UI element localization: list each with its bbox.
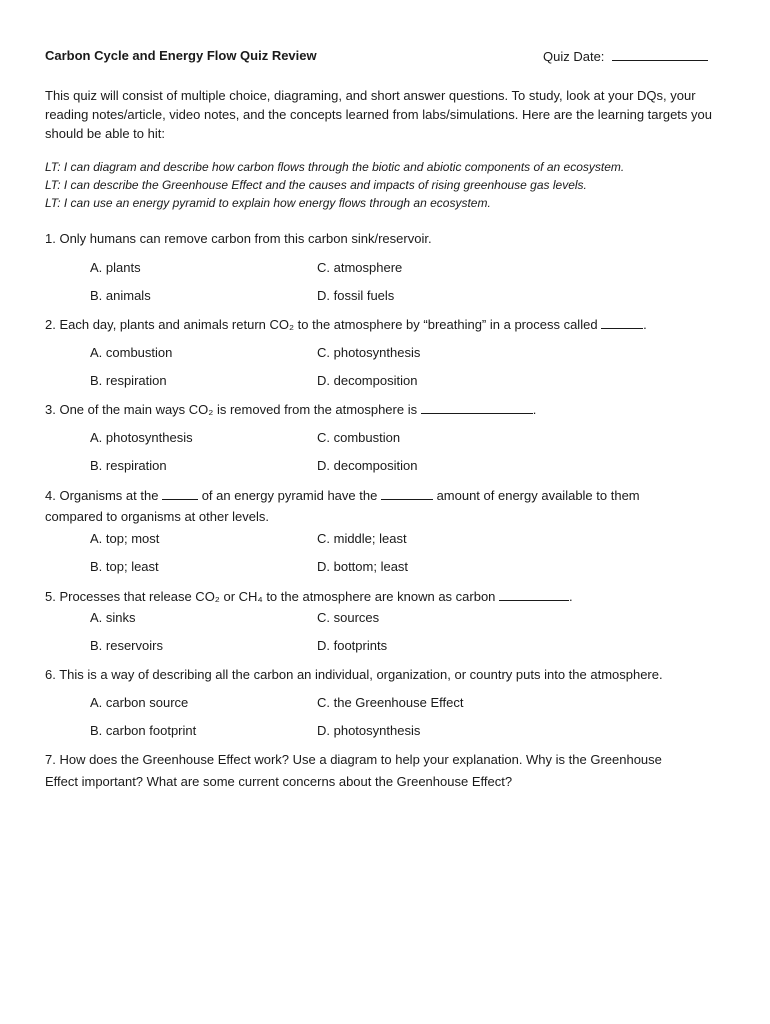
learning-target: LT: I can diagram and describe how carbon flows through the biotic and abiotic components of an ecosystem. [45,160,625,174]
question-2-end: . [643,317,647,332]
answer-option: B. top; least [90,559,159,574]
question-4 [45,487,640,503]
answer-option: D. footprints [317,638,388,653]
answer-option: D. bottom; least [317,559,409,574]
question-3-end: . [532,402,537,417]
answer-option: C. photosynthesis [317,345,421,360]
answer-blank [381,487,433,500]
answer-option: C. combustion [317,430,401,445]
answer-option: A. combustion [90,345,173,360]
question-6: 6. This is a way of describing all the carbon an individual, organization, or country puts into the atmosphere. [45,667,663,682]
learning-target: LT: I can use an energy pyramid to explain how energy flows through an ecosystem. [45,196,491,210]
question-4-text-end: amount of energy available to them [436,488,640,503]
answer-option: B. reservoirs [90,638,163,653]
quiz-date-label: Quiz Date: [543,49,605,64]
answer-option: A. sinks [90,610,136,625]
question-5-end: . [569,589,573,604]
answer-option: B. respiration [90,458,167,473]
question-1: 1. Only humans can remove carbon from this carbon sink/reservoir. [45,231,432,246]
answer-blank [601,316,643,329]
question-5 [45,588,573,604]
question-2-text: 2. Each day, plants and animals return CO₂ to the atmosphere by “breathing” in a process called [45,317,598,332]
question-7-continued: Effect important? What are some current concerns about the Greenhouse Effect? [45,774,513,789]
question-4-continued: compared to organisms at other levels. [45,509,269,524]
answer-option: C. atmosphere [317,260,403,275]
answer-option: B. carbon footprint [90,723,197,738]
question-3 [45,401,536,417]
answer-option: B. respiration [90,373,167,388]
answer-option: C. middle; least [317,531,407,546]
quiz-date [543,48,708,64]
answer-blank [499,588,569,601]
question-3-text: 3. One of the main ways CO₂ is removed from the atmosphere is [45,402,418,417]
answer-option: B. animals [90,288,151,303]
learning-target: LT: I can describe the Greenhouse Effect and the causes and impacts of rising greenhouse gas levels. [45,178,587,192]
quiz-date-blank [612,48,708,61]
answer-option: C. the Greenhouse Effect [317,695,464,710]
intro-paragraph: This quiz will consist of multiple choice, diagraming, and short answer questions. To study, look at your DQs, your reading notes/article, video notes, and the concepts learned from labs/simulations. Here are the learning targets you should be able to hit: [45,88,712,141]
answer-option: C. sources [317,610,380,625]
answer-option: D. decomposition [317,458,418,473]
answer-blank [162,487,198,500]
answer-option: A. photosynthesis [90,430,193,445]
answer-option: D. fossil fuels [317,288,395,303]
answer-blank [421,401,533,414]
question-7: 7. How does the Greenhouse Effect work? Use a diagram to help your explanation. Why is the Greenhouse [45,752,662,767]
question-2 [45,316,647,332]
page-title: Carbon Cycle and Energy Flow Quiz Review [45,48,317,63]
question-4-text-middle: of an energy pyramid have the [201,488,378,503]
answer-option: D. photosynthesis [317,723,421,738]
answer-option: A. top; most [90,531,160,546]
answer-option: D. decomposition [317,373,418,388]
question-4-text: 4. Organisms at the [45,488,159,503]
answer-option: A. carbon source [90,695,189,710]
answer-option: A. plants [90,260,141,275]
question-5-text: 5. Processes that release CO₂ or CH₄ to the atmosphere are known as carbon [45,589,496,604]
